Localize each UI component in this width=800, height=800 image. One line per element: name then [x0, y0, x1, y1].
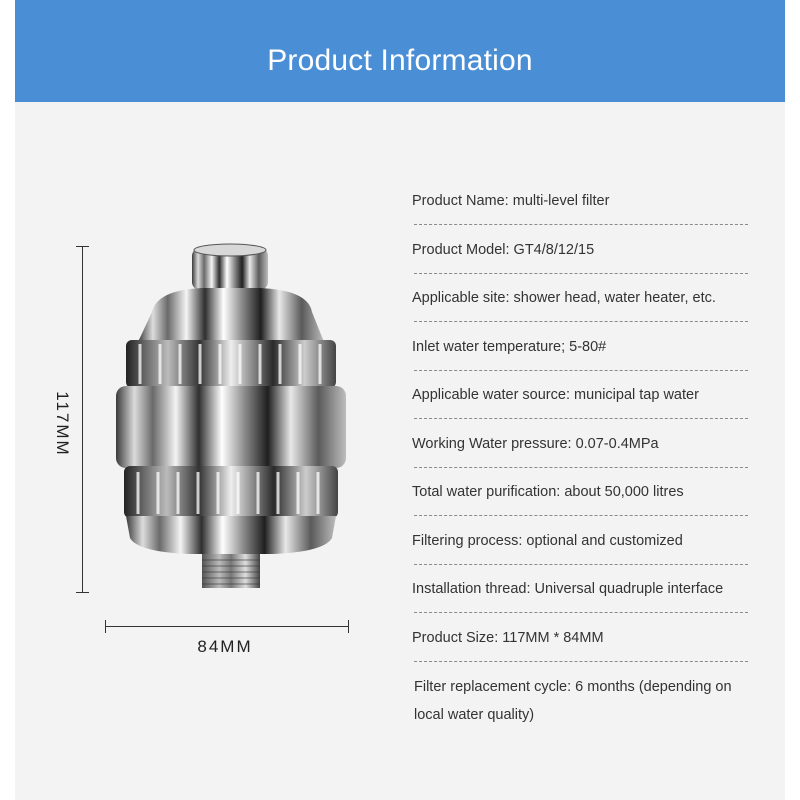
spec-row: [410, 528, 760, 577]
height-dimension-cap-top: [76, 246, 89, 247]
header-banner: [15, 0, 785, 102]
spec-replacement-cycle: Filter replacement cycle: 6 months (depending on local water quality): [414, 679, 732, 723]
spec-row: [410, 285, 760, 334]
width-dimension-cap-right: [348, 620, 349, 633]
spec-row: [410, 479, 760, 528]
dashed-divider: [414, 224, 748, 225]
dashed-divider: [414, 321, 748, 322]
spec-water-pressure: Working Water pressure: 0.07-0.4MPa: [412, 435, 659, 452]
spec-row: [410, 576, 760, 625]
spec-list: [410, 188, 760, 673]
height-dimension-cap-bottom: [76, 592, 89, 593]
spec-product-size: Product Size: 117MM * 84MM: [412, 629, 604, 646]
spec-row: [410, 334, 760, 383]
width-dimension-cap-left: [105, 620, 106, 633]
spec-row: [410, 237, 760, 286]
dashed-divider: [414, 661, 748, 662]
spec-filtering-process: Filtering process: optional and customized: [412, 532, 683, 549]
spec-inlet-temperature: Inlet water temperature; 5-80#: [412, 338, 607, 355]
dashed-divider: [414, 564, 748, 565]
shower-filter-image: [112, 242, 350, 592]
spec-row: [410, 188, 760, 237]
spec-product-model: Product Model: GT4/8/12/15: [412, 241, 595, 258]
spec-installation-thread: Installation thread: Universal quadruple interface: [412, 581, 724, 597]
page-title: Product Information: [267, 44, 533, 77]
spec-row: [410, 431, 760, 480]
dashed-divider: [414, 467, 748, 468]
spec-water-source: Applicable water source: municipal tap water: [412, 387, 699, 403]
spec-product-name: Product Name: multi-level filter: [412, 193, 610, 209]
spec-water-purification: Total water purification: about 50,000 litres: [412, 484, 684, 500]
dashed-divider: [414, 273, 748, 274]
spec-applicable-site: Applicable site: shower head, water heater, etc.: [412, 290, 716, 306]
dashed-divider: [414, 418, 748, 419]
spec-row: [410, 625, 760, 674]
dashed-divider: [414, 612, 748, 613]
dashed-divider: [414, 515, 748, 516]
spec-row: [410, 382, 760, 431]
width-dimension-line: [105, 626, 348, 627]
width-dimension-label: 84MM: [197, 637, 253, 656]
height-dimension-line: [82, 246, 83, 592]
height-label-text: 117MM: [53, 391, 72, 457]
dashed-divider: [414, 370, 748, 371]
